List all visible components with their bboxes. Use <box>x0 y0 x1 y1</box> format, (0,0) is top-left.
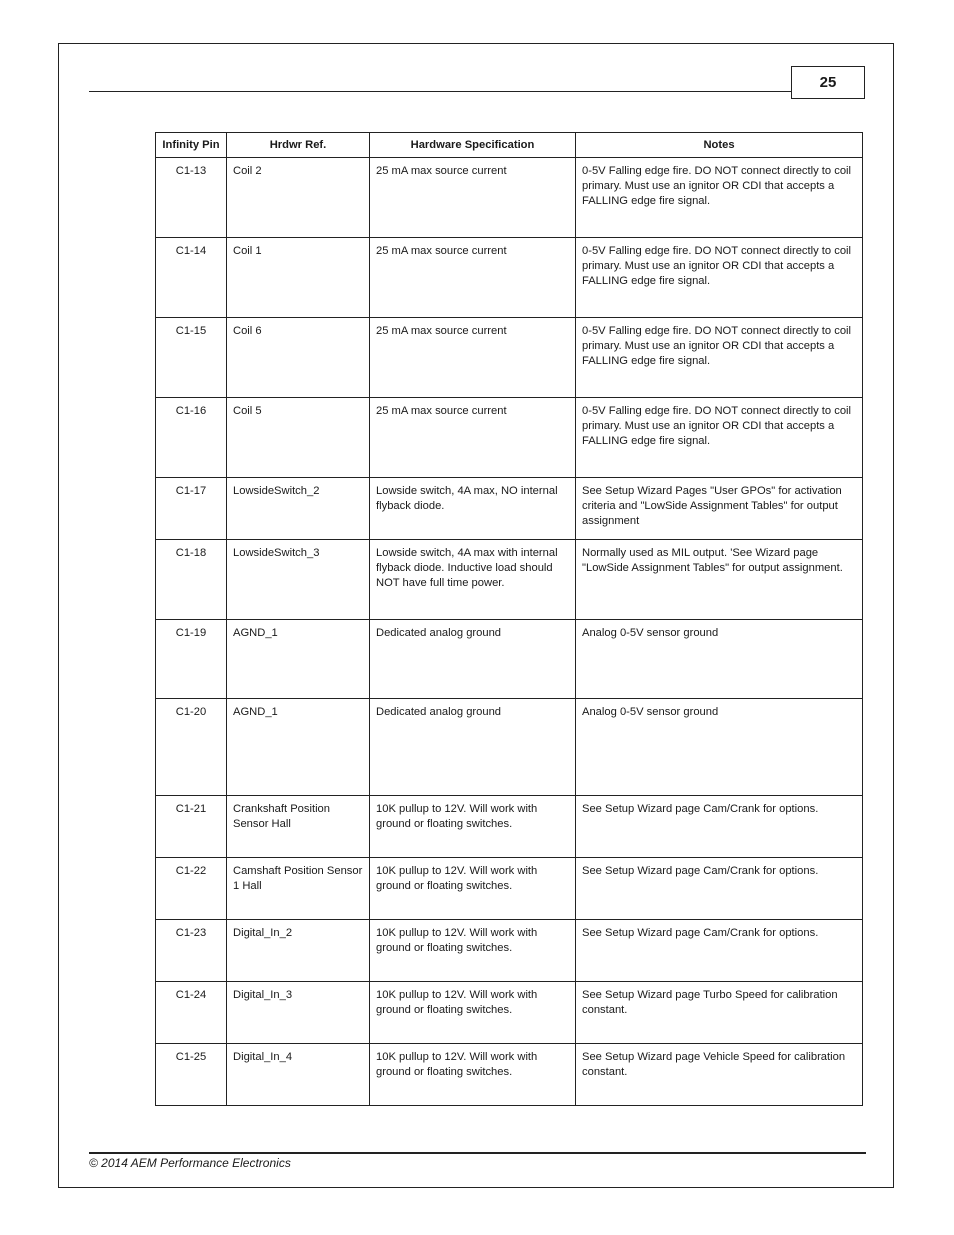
pin-cell: C1-16 <box>156 398 227 478</box>
table-row <box>156 982 863 1044</box>
spec-cell: Lowside switch, 4A max, NO internal flyback diode. <box>370 478 576 540</box>
ref-cell: Camshaft Position Sensor 1 Hall <box>227 858 370 920</box>
footer-rule <box>89 1152 866 1154</box>
ref-cell: Digital_In_4 <box>227 1044 370 1106</box>
notes-cell: 0-5V Falling edge fire. DO NOT connect directly to coil primary. Must use an ignitor OR CDI that accepts a FALLING edge fire signal. <box>576 318 863 398</box>
spec-cell: 10K pullup to 12V. Will work with ground or floating switches. <box>370 796 576 858</box>
table-row <box>156 238 863 318</box>
ref-cell: Coil 1 <box>227 238 370 318</box>
ref-cell: Coil 2 <box>227 158 370 238</box>
pin-cell: C1-14 <box>156 238 227 318</box>
notes-cell: See Setup Wizard page Cam/Crank for options. <box>576 858 863 920</box>
pin-cell: C1-22 <box>156 858 227 920</box>
spec-cell: 25 mA max source current <box>370 238 576 318</box>
spec-cell: 25 mA max source current <box>370 398 576 478</box>
header-rule <box>89 91 792 92</box>
pin-cell: C1-23 <box>156 920 227 982</box>
notes-cell: See Setup Wizard page Cam/Crank for options. <box>576 920 863 982</box>
ref-cell: Coil 6 <box>227 318 370 398</box>
spec-cell: 10K pullup to 12V. Will work with ground or floating switches. <box>370 920 576 982</box>
header-hrdwr-ref: Hrdwr Ref. <box>227 133 370 158</box>
notes-cell: 0-5V Falling edge fire. DO NOT connect directly to coil primary. Must use an ignitor OR CDI that accepts a FALLING edge fire signal. <box>576 238 863 318</box>
notes-cell: See Setup Wizard page Vehicle Speed for calibration constant. <box>576 1044 863 1106</box>
spec-cell: 10K pullup to 12V. Will work with ground or floating switches. <box>370 1044 576 1106</box>
table-row <box>156 398 863 478</box>
table-row <box>156 1044 863 1106</box>
table-row <box>156 920 863 982</box>
ref-cell: LowsideSwitch_2 <box>227 478 370 540</box>
table-row <box>156 478 863 540</box>
spec-cell: 25 mA max source current <box>370 158 576 238</box>
ref-cell: AGND_1 <box>227 699 370 796</box>
header-infinity-pin: Infinity Pin <box>156 133 227 158</box>
pin-cell: C1-13 <box>156 158 227 238</box>
notes-cell: See Setup Wizard Pages "User GPOs" for activation criteria and "LowSide Assignment Tables" for output assignment <box>576 478 863 540</box>
table-row <box>156 699 863 796</box>
notes-cell: Analog 0-5V sensor ground <box>576 620 863 699</box>
page-number: 25 <box>791 66 865 99</box>
notes-cell: 0-5V Falling edge fire. DO NOT connect directly to coil primary. Must use an ignitor OR CDI that accepts a FALLING edge fire signal. <box>576 398 863 478</box>
header-notes: Notes <box>576 133 863 158</box>
pin-cell: C1-20 <box>156 699 227 796</box>
ref-cell: LowsideSwitch_3 <box>227 540 370 620</box>
header-hardware-specification: Hardware Specification <box>370 133 576 158</box>
table-row <box>156 318 863 398</box>
pinout-table <box>155 132 863 1106</box>
table-row <box>156 540 863 620</box>
table-row <box>156 858 863 920</box>
pin-cell: C1-21 <box>156 796 227 858</box>
pin-cell: C1-17 <box>156 478 227 540</box>
ref-cell: Digital_In_2 <box>227 920 370 982</box>
footer-copyright: © 2014 AEM Performance Electronics <box>89 1156 291 1170</box>
pin-cell: C1-24 <box>156 982 227 1044</box>
spec-cell: 10K pullup to 12V. Will work with ground or floating switches. <box>370 982 576 1044</box>
ref-cell: AGND_1 <box>227 620 370 699</box>
pin-cell: C1-19 <box>156 620 227 699</box>
pin-cell: C1-15 <box>156 318 227 398</box>
notes-cell: 0-5V Falling edge fire. DO NOT connect directly to coil primary. Must use an ignitor OR CDI that accepts a FALLING edge fire signal. <box>576 158 863 238</box>
ref-cell: Digital_In_3 <box>227 982 370 1044</box>
table-row <box>156 796 863 858</box>
ref-cell: Coil 5 <box>227 398 370 478</box>
table-row <box>156 620 863 699</box>
spec-cell: 25 mA max source current <box>370 318 576 398</box>
notes-cell: Analog 0-5V sensor ground <box>576 699 863 796</box>
spec-cell: Dedicated analog ground <box>370 699 576 796</box>
pin-cell: C1-18 <box>156 540 227 620</box>
pin-cell: C1-25 <box>156 1044 227 1106</box>
spec-cell: Lowside switch, 4A max with internal flyback diode. Inductive load should NOT have full time power. <box>370 540 576 620</box>
table-header-row <box>156 133 863 158</box>
ref-cell: Crankshaft Position Sensor Hall <box>227 796 370 858</box>
notes-cell: See Setup Wizard page Turbo Speed for calibration constant. <box>576 982 863 1044</box>
notes-cell: Normally used as MIL output. 'See Wizard page "LowSide Assignment Tables" for output assignment. <box>576 540 863 620</box>
spec-cell: Dedicated analog ground <box>370 620 576 699</box>
table-row <box>156 158 863 238</box>
notes-cell: See Setup Wizard page Cam/Crank for options. <box>576 796 863 858</box>
spec-cell: 10K pullup to 12V. Will work with ground or floating switches. <box>370 858 576 920</box>
